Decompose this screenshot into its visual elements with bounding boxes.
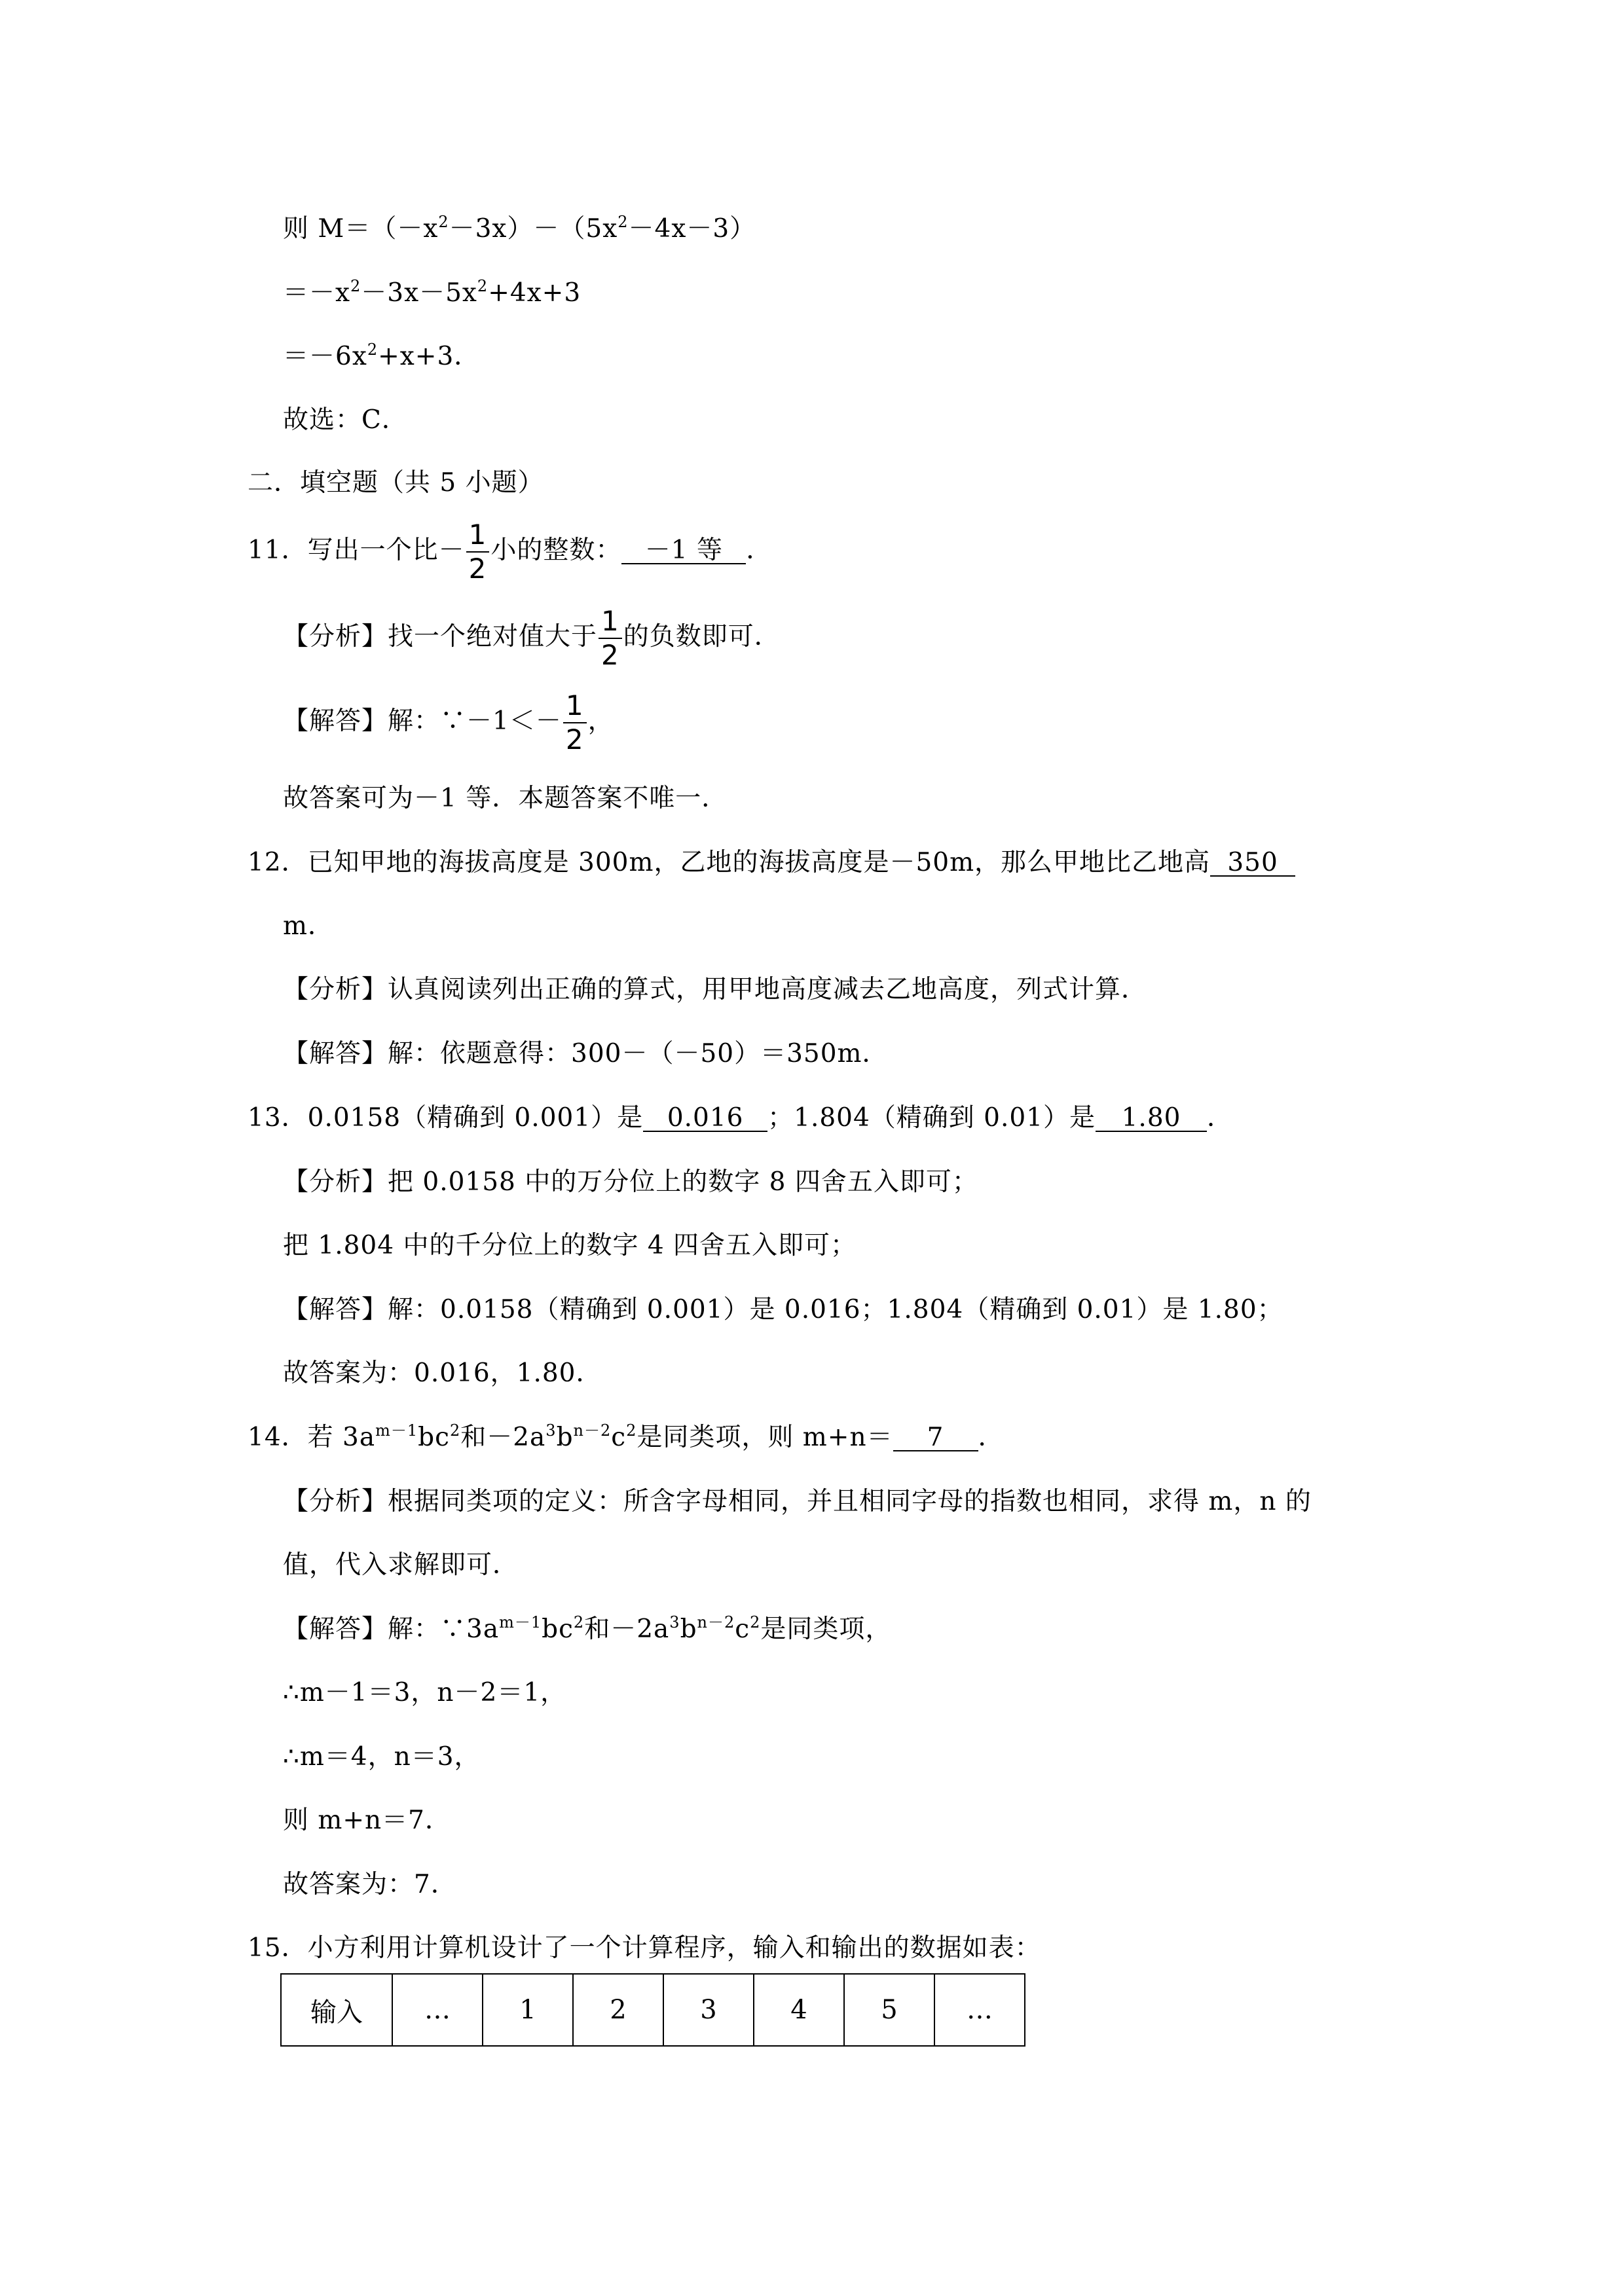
q12-analysis: 【分析】认真阅读列出正确的算式，用甲地高度减去乙地高度，列式计算． (283, 975, 1148, 1004)
q14-answer-blank: 7 (893, 1425, 978, 1451)
q14-step-3: 则 m+n＝7． (283, 1806, 451, 1835)
q14-step-2: ∴m＝4，n＝3， (283, 1742, 481, 1772)
table-row (281, 1974, 1025, 2046)
m-step-1: $=-x^2-3x-5x^2+4x+3$ (283, 277, 581, 308)
q12-answer-blank: 350 (1210, 850, 1295, 877)
q14-conclusion: 故答案为：7． (283, 1870, 457, 1899)
fraction-half: $\frac{1}{2}$ (563, 692, 587, 754)
fraction-half: $\frac{1}{2}$ (599, 608, 622, 669)
q13-answer-blank-1: 0.016 (643, 1105, 767, 1132)
q11-answer-blank: －1 等 (621, 538, 746, 564)
q13-solution: 【解答】解：0.0158（精确到 0.001）是 0.016；1.804（精确到 0.01）是 1.80； (283, 1295, 1283, 1324)
q14-analysis-1: 【分析】根据同类项的定义：所含字母相同，并且相同字母的指数也相同，求得 m，n 的 (283, 1487, 1312, 1516)
q11-solution: 【解答】解：∵－1＜－ $\frac{1}{2}$ ， (283, 689, 614, 756)
table-cell: … (392, 1974, 483, 2046)
choice-line: 故选：C． (283, 405, 408, 435)
io-table (280, 1973, 1025, 2047)
q13-analysis-1: 【分析】把 0.0158 中的万分位上的数字 8 四舍五入即可； (283, 1167, 978, 1197)
q13-conclusion: 故答案为：0.016，1.80． (283, 1358, 602, 1388)
table-cell: 3 (663, 1974, 754, 2046)
q14-analysis-2: 值，代入求解即可． (283, 1550, 519, 1580)
q11-analysis: 【分析】找一个绝对值大于 $\frac{1}{2}$ 的负数即可． (283, 605, 781, 671)
m-step-2: $=-6x^2+x+3$． (283, 340, 481, 371)
table-cell: … (934, 1974, 1025, 2046)
table-cell: 输入 (281, 1974, 392, 2046)
q11-question: 11．写出一个比－ $\frac{1}{2}$ 小的整数： －1 等 ． (248, 519, 773, 585)
m-expression: 则 $M=(-x^2-3x)-(5x^2-4x-3)$ (283, 213, 756, 244)
q12-question: 12．已知甲地的海拔高度是 300m，乙地的海拔高度是－50m，那么甲地比乙地高 350 (248, 850, 1295, 877)
q14-step-1: ∴m－1＝3，n－2＝1， (283, 1678, 567, 1707)
q11-conclusion: 故答案可为－1 等．本题答案不唯一． (283, 784, 728, 813)
table-cell: 2 (573, 1974, 663, 2046)
q14-solution: 【解答】解：$\because 3a^{m-1}bc^2$和$-2a^3b^{n-2}c^2$是同类项， (283, 1613, 892, 1644)
table-cell: 4 (754, 1974, 844, 2046)
table-cell: 5 (844, 1974, 934, 2046)
q13-analysis-2: 把 1.804 中的千分位上的数字 4 四舍五入即可； (283, 1231, 857, 1260)
q15-question: 15．小方利用计算机设计了一个计算程序，输入和输出的数据如表： (248, 1933, 1041, 1963)
q13-answer-blank-2: 1.80 (1096, 1105, 1207, 1132)
q14-question: 14．若 $3a^{m-1}bc^2$和$-2a^3b^{n-2}c^2$是同类项，则 m+n＝ 7 ． (248, 1421, 1005, 1452)
q13-question: 13．0.0158（精确到 0.001）是 0.016 ；1.804（精确到 0.01）是 1.80 ． (248, 1103, 1234, 1133)
q12-unit: m． (283, 911, 334, 941)
table-cell: 1 (483, 1974, 573, 2046)
fraction-half: $\frac{1}{2}$ (466, 521, 490, 583)
q12-solution: 【解答】解：依题意得：300－（－50）＝350m． (283, 1039, 889, 1068)
section-title: 二．填空题（共 5 小题） (248, 468, 544, 498)
